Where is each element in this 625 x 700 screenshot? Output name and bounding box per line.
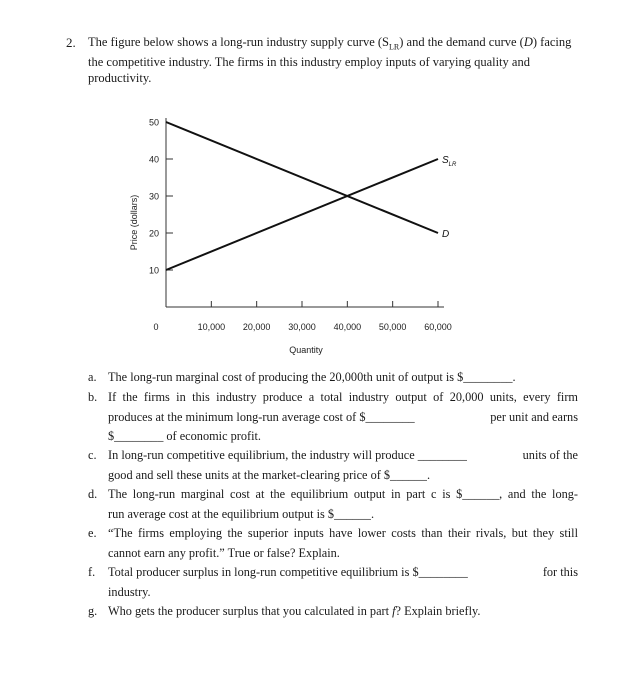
part-line [108, 388, 578, 408]
y-tick-label: 30 [148, 191, 159, 202]
part-segment: The long-run marginal cost at the equilibrium output in part c is $______, and the long- [108, 487, 578, 501]
x-tick-label: 30,000 [288, 322, 316, 332]
intro-d-italic: D [523, 35, 533, 49]
part-text [108, 602, 578, 622]
part-segment: Who gets the producer surplus that you calculated in part [108, 604, 393, 618]
intro-text-1: The figure below shows a long-run industry supply curve (S [88, 35, 389, 49]
curve-label-subscript: LR [448, 162, 457, 168]
part-segment: per unit and earns [490, 409, 578, 424]
part-line: cannot earn any profit.” True or false? Explain. [108, 545, 340, 560]
part-segment: f [392, 604, 396, 618]
part-line [108, 408, 578, 428]
y-axis-label: Price (dollars) [129, 194, 139, 251]
part-segment: If the firms in this industry produce a total industry output of 20,000 units, every firm [108, 390, 578, 404]
demand-curve [166, 122, 438, 233]
part-text [108, 524, 578, 563]
part-letter: a. [88, 370, 97, 384]
origin-label: 0 [153, 322, 159, 332]
intro-subscript: LR [389, 42, 400, 52]
part-text [108, 563, 578, 602]
curve-label-main: D [442, 229, 450, 240]
intro-text-3: ) facing the competitive industry. The firms in this industry employ inputs of varying quality and productivity. [88, 35, 572, 85]
part-line: $________ of economic profit. [108, 429, 261, 443]
part-text [108, 446, 578, 485]
part-line: good and sell these units at the market-clearing price of $______. [108, 467, 431, 482]
x-tick-label: 40,000 [333, 322, 362, 332]
part-letter: g. [88, 604, 98, 618]
y-tick-label: 40 [148, 154, 159, 165]
x-tick-label: 10,000 [197, 322, 226, 332]
part-segment: In long-run competitive equilibrium, the industry will produce ________ [108, 448, 467, 462]
part-line [108, 524, 578, 544]
curve-label-main: S [442, 155, 449, 166]
intro-text-2: ) and the demand curve ( [399, 35, 524, 49]
y-tick-label: 50 [148, 117, 159, 128]
part-text [108, 368, 578, 388]
part-segment: ? Explain briefly. [395, 604, 481, 618]
part-line: run average cost at the equilibrium output is $______. [108, 506, 375, 521]
part-text [108, 485, 578, 524]
y-tick-label: 10 [148, 265, 159, 276]
x-axis-label: Quantity [289, 345, 323, 355]
x-tick-label: 60,000 [424, 322, 452, 332]
part-line [108, 485, 578, 505]
part-letter: f. [88, 565, 96, 579]
question-number: 2. [66, 35, 76, 50]
supply-curve-lr [166, 159, 438, 270]
part-segment: produces at the minimum long-run average cost of $________ [108, 409, 415, 424]
part-text [108, 388, 578, 447]
part-letter: d. [88, 487, 98, 501]
part-line: The long-run marginal cost of producing the 20,000th unit of output is $________. [108, 370, 516, 384]
part-segment: for this [542, 565, 578, 579]
y-tick-label: 20 [148, 228, 159, 239]
part-letter: c. [88, 448, 97, 462]
part-segment: Total producer surplus in long-run competitive equilibrium is $________ [108, 565, 468, 579]
demand-curve-label [442, 229, 449, 240]
part-line [108, 602, 578, 622]
part-letter: b. [88, 390, 98, 404]
x-tick-label: 50,000 [378, 322, 407, 332]
part-line [108, 563, 578, 583]
x-tick-label: 20,000 [242, 322, 271, 332]
part-letter: e. [88, 526, 97, 540]
part-segment: “The firms employing the superior inputs have lower costs than their rivals, but they still [108, 526, 578, 540]
part-segment: units of the [522, 448, 578, 462]
part-line: industry. [108, 584, 151, 599]
part-line [108, 446, 578, 466]
supply-curve-label [442, 155, 457, 168]
